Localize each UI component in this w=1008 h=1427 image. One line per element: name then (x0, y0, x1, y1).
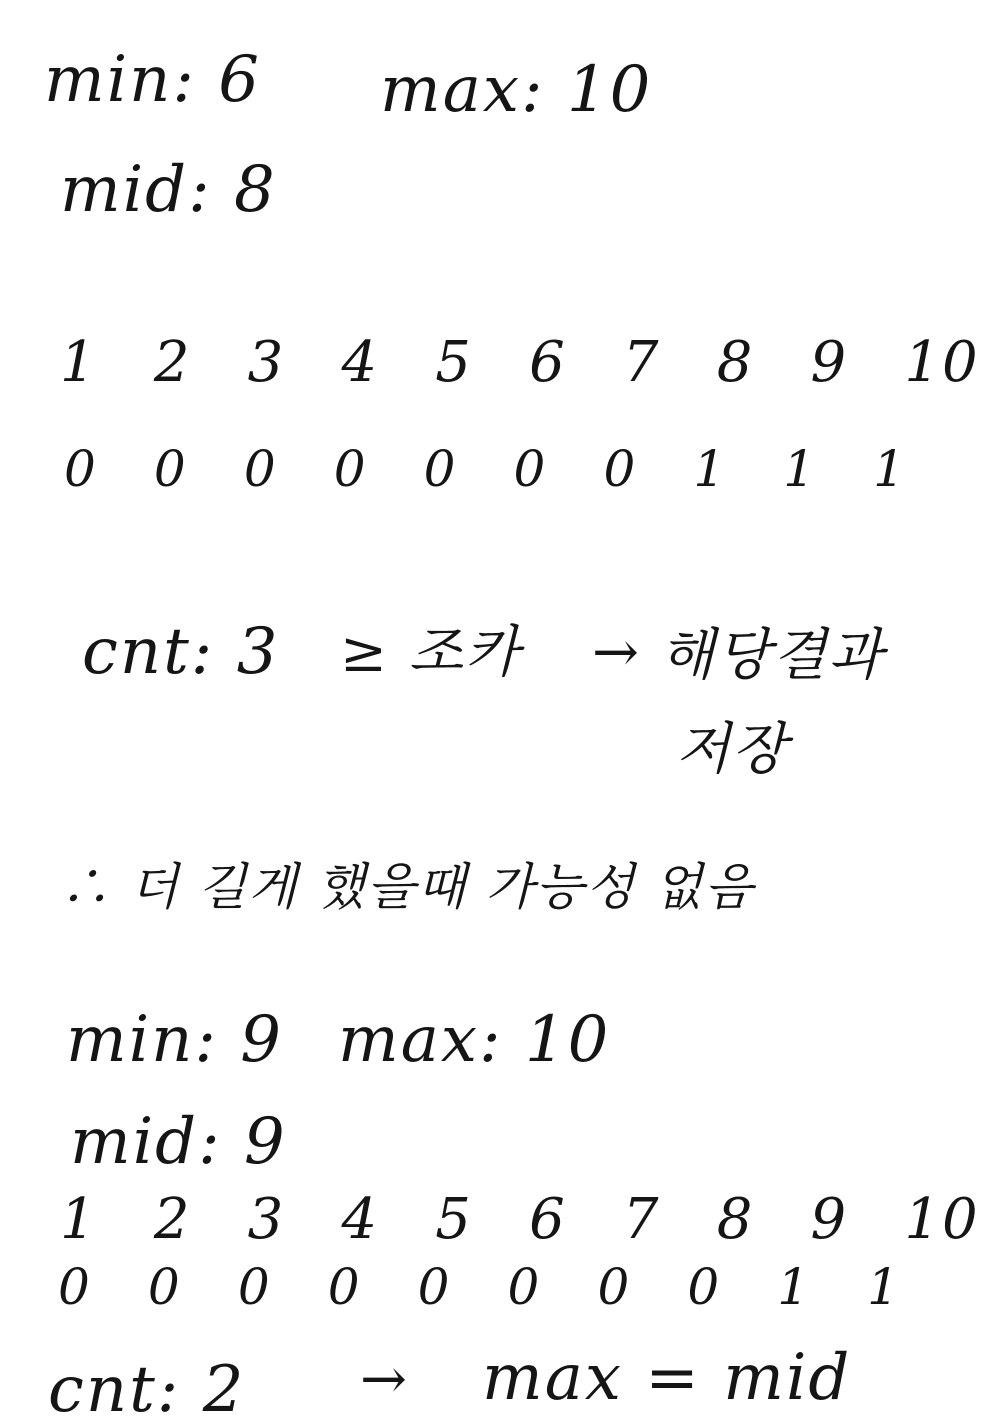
round1-mid: mid: 8 (60, 153, 277, 227)
mark-item: 0 (64, 440, 98, 498)
round1-condition: ≥ 조카 (340, 620, 521, 685)
round1-min: min: 6 (44, 43, 261, 117)
value-item: 1 (60, 1187, 98, 1252)
arrow-icon: → (592, 620, 641, 685)
mark-item: 0 (687, 1258, 722, 1316)
mark-item: 0 (507, 1258, 542, 1316)
value-item: 8 (716, 1187, 755, 1252)
round1-max: max: 10 (380, 53, 653, 127)
mark-item: 0 (147, 1258, 182, 1316)
mark-item: 0 (603, 440, 638, 498)
value-item: 4 (341, 330, 380, 395)
mark-item: 0 (243, 440, 278, 498)
value-item: 3 (247, 330, 286, 395)
round2-update: max = mid (482, 1341, 852, 1415)
mark-item: 1 (867, 1258, 901, 1316)
value-item: 10 (904, 1187, 980, 1252)
value-item: 10 (904, 330, 980, 395)
value-item: 8 (716, 330, 755, 395)
value-item: 5 (435, 1187, 473, 1252)
round1-conclusion: ∴ 더 길게 했을때 가능성 없음 (60, 858, 755, 916)
round2-cnt: cnt: 2 (48, 1353, 246, 1427)
value-item: 2 (153, 330, 192, 395)
mark-item: 0 (327, 1258, 362, 1316)
mark-item: 0 (513, 440, 548, 498)
round1-result-line2: 저장 (676, 717, 789, 782)
value-item: 1 (60, 330, 98, 395)
round2-values (60, 1187, 980, 1252)
mark-item: 0 (597, 1258, 632, 1316)
round1-values (60, 330, 980, 395)
mark-item: 0 (153, 440, 188, 498)
value-item: 4 (341, 1187, 380, 1252)
value-item: 6 (529, 330, 567, 395)
value-item: 7 (622, 1187, 661, 1252)
mark-item: 0 (423, 440, 458, 498)
round1-cnt: cnt: 3 (82, 615, 280, 689)
mark-item: 0 (237, 1258, 272, 1316)
round2-max: max: 10 (338, 1003, 611, 1077)
value-item: 7 (622, 330, 661, 395)
round2-marks (58, 1258, 939, 1316)
arrow-icon: → (360, 1347, 409, 1412)
round1-result-line1: 해당결과 (660, 623, 885, 688)
value-item: 9 (810, 1187, 849, 1252)
value-item: 3 (247, 1187, 286, 1252)
value-item: 6 (529, 1187, 567, 1252)
round2-mid: mid: 9 (70, 1105, 287, 1179)
mark-item: 0 (58, 1258, 92, 1316)
mark-item: 1 (783, 440, 818, 498)
value-item: 9 (810, 330, 849, 395)
mark-item: 0 (417, 1258, 452, 1316)
mark-item: 1 (693, 440, 728, 498)
round1-marks (64, 440, 945, 498)
round2-min: min: 9 (66, 1003, 283, 1077)
value-item: 2 (153, 1187, 192, 1252)
mark-item: 0 (333, 440, 368, 498)
mark-item: 1 (873, 440, 907, 498)
mark-item: 1 (777, 1258, 812, 1316)
value-item: 5 (435, 330, 473, 395)
